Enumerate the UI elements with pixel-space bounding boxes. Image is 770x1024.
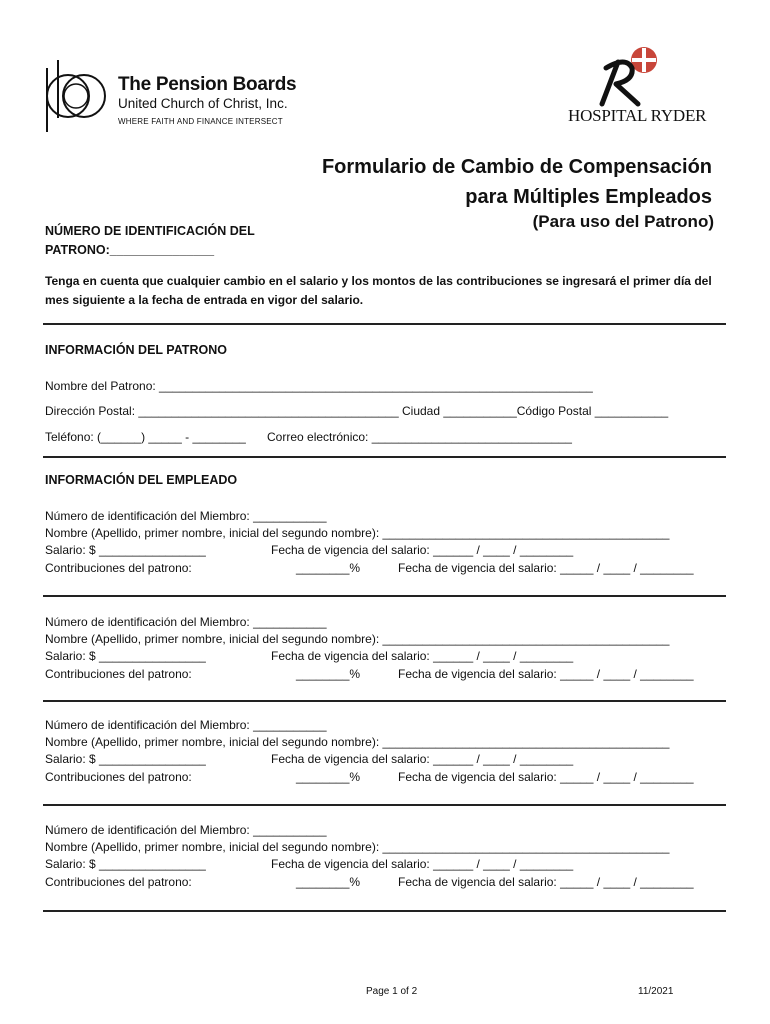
- employee-section-heading: INFORMACIÓN DEL EMPLEADO: [45, 473, 238, 487]
- employee-name-field[interactable]: Nombre (Apellido, primer nombre, inicial del segundo nombre): ___________________________________________: [45, 526, 670, 540]
- contributions-percent-field[interactable]: ________%: [296, 770, 361, 784]
- contributions-label: Contribuciones del patrono:: [45, 561, 192, 575]
- revision-date: 11/2021: [638, 986, 674, 997]
- contributions-label: Contribuciones del patrono:: [45, 770, 192, 784]
- divider: [43, 910, 726, 912]
- hospital-ryder-logo-icon: [592, 44, 664, 108]
- contributions-percent-field[interactable]: ________%: [296, 667, 361, 681]
- employer-id-field[interactable]: [45, 222, 305, 260]
- contributions-percent-field[interactable]: ________%: [296, 875, 361, 889]
- contributions-date-field[interactable]: Fecha de vigencia del salario: _____ / ____ / ________: [398, 667, 694, 681]
- employer-address-field[interactable]: Dirección Postal: _______________________________________ Ciudad ___________Código Postal ___________: [45, 404, 669, 418]
- page-number: Page 1 of 2: [366, 986, 418, 997]
- contributions-label: Contribuciones del patrono:: [45, 875, 192, 889]
- member-id-field[interactable]: Número de identificación del Miembro: ___________: [45, 509, 327, 523]
- salary-field[interactable]: Salario: $ ________________: [45, 543, 206, 557]
- contributions-date-field[interactable]: Fecha de vigencia del salario: _____ / ____ / ________: [398, 770, 694, 784]
- divider: [43, 595, 726, 597]
- divider: [43, 456, 726, 458]
- salary-date-field[interactable]: Fecha de vigencia del salario: ______ / ____ / ________: [271, 752, 574, 766]
- contributions-date-field[interactable]: Fecha de vigencia del salario: _____ / ____ / ________: [398, 561, 694, 575]
- org-subtitle: United Church of Christ, Inc.: [118, 96, 288, 111]
- employee-name-field[interactable]: Nombre (Apellido, primer nombre, inicial del segundo nombre): ___________________________________________: [45, 735, 670, 749]
- employer-name-field[interactable]: Nombre del Patrono: _________________________________________________________________: [45, 379, 593, 393]
- employer-section-heading: INFORMACIÓN DEL PATRONO: [45, 343, 227, 357]
- org-name: The Pension Boards: [118, 74, 297, 95]
- divider: [43, 804, 726, 806]
- form-title: [322, 152, 712, 212]
- employee-name-field[interactable]: Nombre (Apellido, primer nombre, inicial del segundo nombre): ___________________________________________: [45, 632, 670, 646]
- salary-field[interactable]: Salario: $ ________________: [45, 752, 206, 766]
- salary-field[interactable]: Salario: $ ________________: [45, 857, 206, 871]
- form-title-line2: para Múltiples Empleados: [465, 186, 712, 208]
- notice-text: Tenga en cuenta que cualquier cambio en el salario y los montos de las contribuciones se ingresará el primer día del mes siguiente a la fecha de entrada en vigor del salario.: [45, 274, 712, 307]
- employer-id-value: PATRONO:_______________: [45, 243, 215, 257]
- employer-id-label: NÚMERO DE IDENTIFICACIÓN DEL: [45, 224, 255, 238]
- member-id-field[interactable]: Número de identificación del Miembro: ___________: [45, 718, 327, 732]
- employee-name-field[interactable]: Nombre (Apellido, primer nombre, inicial del segundo nombre): ___________________________________________: [45, 840, 670, 854]
- org-tagline: WHERE FAITH AND FINANCE INTERSECT: [118, 117, 283, 126]
- member-id-field[interactable]: Número de identificación del Miembro: ___________: [45, 823, 327, 837]
- divider: [43, 700, 726, 702]
- employer-email-field[interactable]: Correo electrónico: ______________________________: [267, 430, 572, 444]
- form-title-line1: Formulario de Cambio de Compensación: [321, 156, 712, 178]
- form-subtitle: (Para uso del Patrono): [532, 212, 714, 231]
- hospital-name: HOSPITAL RYDER: [568, 106, 707, 125]
- contributions-percent-field[interactable]: ________%: [296, 561, 361, 575]
- contributions-date-field[interactable]: Fecha de vigencia del salario: _____ / ____ / ________: [398, 875, 694, 889]
- salary-date-field[interactable]: Fecha de vigencia del salario: ______ / ____ / ________: [271, 543, 574, 557]
- divider: [43, 323, 726, 325]
- pension-boards-logo-icon: [42, 58, 112, 134]
- employer-phone-field[interactable]: Teléfono: (______) _____ - ________: [45, 430, 246, 444]
- salary-date-field[interactable]: Fecha de vigencia del salario: ______ / ____ / ________: [271, 857, 574, 871]
- member-id-field[interactable]: Número de identificación del Miembro: ___________: [45, 615, 327, 629]
- contributions-label: Contribuciones del patrono:: [45, 667, 192, 681]
- salary-field[interactable]: Salario: $ ________________: [45, 649, 206, 663]
- salary-date-field[interactable]: Fecha de vigencia del salario: ______ / ____ / ________: [271, 649, 574, 663]
